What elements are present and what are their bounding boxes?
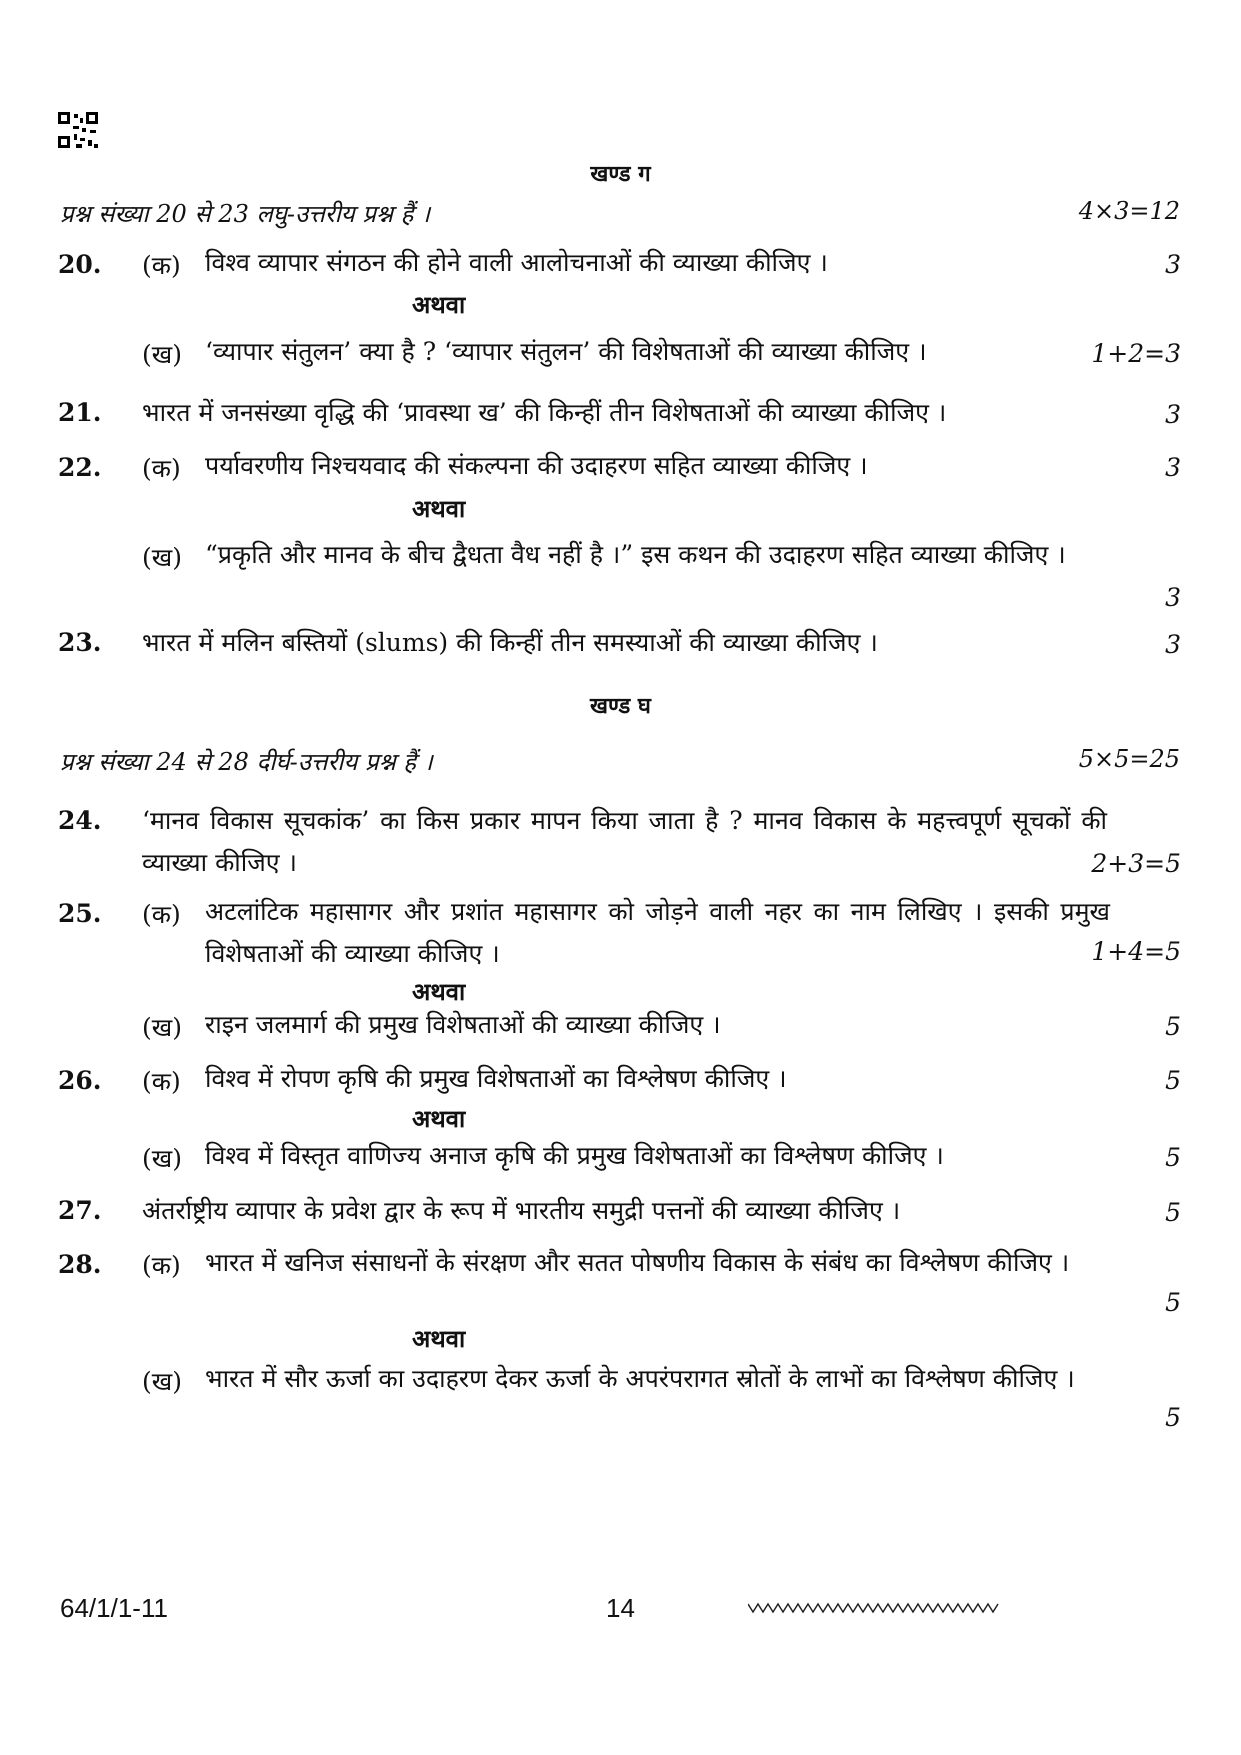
qr-code-icon (58, 112, 102, 150)
q22-part-b-marks: 3 (1165, 583, 1181, 612)
q26-number: 26. (58, 1066, 102, 1095)
section-d-title: खण्ड घ (590, 693, 651, 719)
q25-number: 25. (58, 899, 102, 928)
q27-text: अंतर्राष्ट्रीय व्यापार के प्रवेश द्वार के रूप में भारतीय समुद्री पत्तनों की व्याख्या कीजिए । (142, 1196, 901, 1225)
q26-part-b-text: विश्व में विस्तृत वाणिज्य अनाज कृषि की प्रमुख विशेषताओं का विश्लेषण कीजिए । (205, 1141, 944, 1170)
q20-or-label: अथवा (412, 290, 466, 319)
q22-or-label: अथवा (412, 494, 466, 523)
q23-marks: 3 (1165, 630, 1181, 659)
q25-or-label: अथवा (412, 977, 466, 1006)
q25-part-a-text: अटलांटिक महासागर और प्रशांत महासागर को जोड़ने वाली नहर का नाम लिखिए । इसकी प्रमुख विशेषताओं की व्याख्या कीजिए । (205, 897, 1110, 968)
q21-number: 21. (58, 398, 102, 427)
q20-part-b-text: ‘व्यापार संतुलन’ क्या है ? ‘व्यापार संतुलन’ की विशेषताओं की व्याख्या कीजिए । (205, 337, 927, 366)
q28-part-b-marks: 5 (1165, 1403, 1181, 1432)
section-d-instruction-text: प्रश्न संख्या 24 से 28 दीर्घ-उत्तरीय प्रश्न हैं । (60, 748, 433, 776)
q23-text: भारत में मलिन बस्तियों (slums) की किन्हीं तीन समस्याओं की व्याख्या कीजिए । (142, 628, 878, 657)
q28-part-b-label: (ख) (142, 1367, 182, 1396)
q22-part-a-marks: 3 (1165, 453, 1181, 482)
q22-number: 22. (58, 453, 102, 482)
q28-part-a-label: (क) (142, 1251, 181, 1280)
q22-part-b-label: (ख) (142, 543, 182, 572)
q24-marks: 2+3=5 (1091, 849, 1181, 878)
wave-line-icon (748, 1600, 1000, 1616)
q28-part-a-marks: 5 (1165, 1288, 1181, 1317)
section-d-marks: 5×5=25 (1078, 745, 1180, 773)
q28-number: 28. (58, 1250, 102, 1279)
paper-code: 64/1/1-11 (60, 1593, 168, 1623)
q26-part-b-marks: 5 (1165, 1143, 1181, 1172)
q20-part-a-text: विश्व व्यापार संगठन की होने वाली आलोचनाओं की व्याख्या कीजिए । (205, 248, 828, 277)
q25-part-a-label: (क) (142, 900, 181, 929)
q20-part-a-label: (क) (142, 251, 181, 280)
q28-part-b-text: भारत में सौर ऊर्जा का उदाहरण देकर ऊर्जा के अपरंपरागत स्रोतों के लाभों का विश्लेषण कीजिए । (205, 1364, 1075, 1393)
q22-part-a-label: (क) (142, 454, 181, 483)
section-c-title: खण्ड ग (590, 161, 651, 187)
q20-number: 20. (58, 250, 102, 279)
q25-part-a-marks: 1+4=5 (1091, 937, 1181, 966)
q27-marks: 5 (1165, 1198, 1181, 1227)
q26-or-label: अथवा (412, 1104, 466, 1133)
q26-part-b-label: (ख) (142, 1144, 182, 1173)
q25-part-b-label: (ख) (142, 1013, 182, 1042)
q26-part-a-label: (क) (142, 1067, 181, 1096)
q22-part-b-text: “प्रकृति और मानव के बीच द्वैधता वैध नहीं है ।” इस कथन की उदाहरण सहित व्याख्या कीजिए । (205, 540, 1066, 569)
q26-part-a-text: विश्व में रोपण कृषि की प्रमुख विशेषताओं का विश्लेषण कीजिए । (205, 1064, 787, 1093)
q20-part-a-marks: 3 (1165, 250, 1181, 279)
section-c-instruction (60, 197, 1180, 230)
q21-marks: 3 (1165, 400, 1181, 429)
q24-text: ‘मानव विकास सूचकांक’ का किस प्रकार मापन किया जाता है ? मानव विकास के महत्त्वपूर्ण सूचकों की व्याख्या कीजिए । (142, 806, 1107, 877)
q22-part-a-text: पर्यावरणीय निश्चयवाद की संकल्पना की उदाहरण सहित व्याख्या कीजिए । (205, 451, 868, 480)
q28-part-a-text: भारत में खनिज संसाधनों के संरक्षण और सतत पोषणीय विकास के संबंध का विश्लेषण कीजिए । (205, 1248, 1070, 1277)
q21-text: भारत में जनसंख्या वृद्धि की ‘प्रावस्था ख’ की किन्हीं तीन विशेषताओं की व्याख्या कीजिए । (142, 398, 947, 427)
q26-part-a-marks: 5 (1165, 1066, 1181, 1095)
q25-part-b-marks: 5 (1165, 1012, 1181, 1041)
q20-part-b-marks: 1+2=3 (1091, 339, 1181, 368)
section-c-marks: 4×3=12 (1078, 197, 1180, 225)
page-number: 14 (606, 1593, 635, 1623)
q27-number: 27. (58, 1196, 102, 1225)
q23-number: 23. (58, 628, 102, 657)
q24-number: 24. (58, 806, 102, 835)
section-c-instruction-text: प्रश्न संख्या 20 से 23 लघु-उत्तरीय प्रश्न हैं । (60, 200, 431, 228)
q25-part-b-text: राइन जलमार्ग की प्रमुख विशेषताओं की व्याख्या कीजिए । (205, 1010, 721, 1039)
q20-part-b-label: (ख) (142, 340, 182, 369)
q28-or-label: अथवा (412, 1324, 466, 1353)
section-d-instruction (60, 745, 1180, 778)
